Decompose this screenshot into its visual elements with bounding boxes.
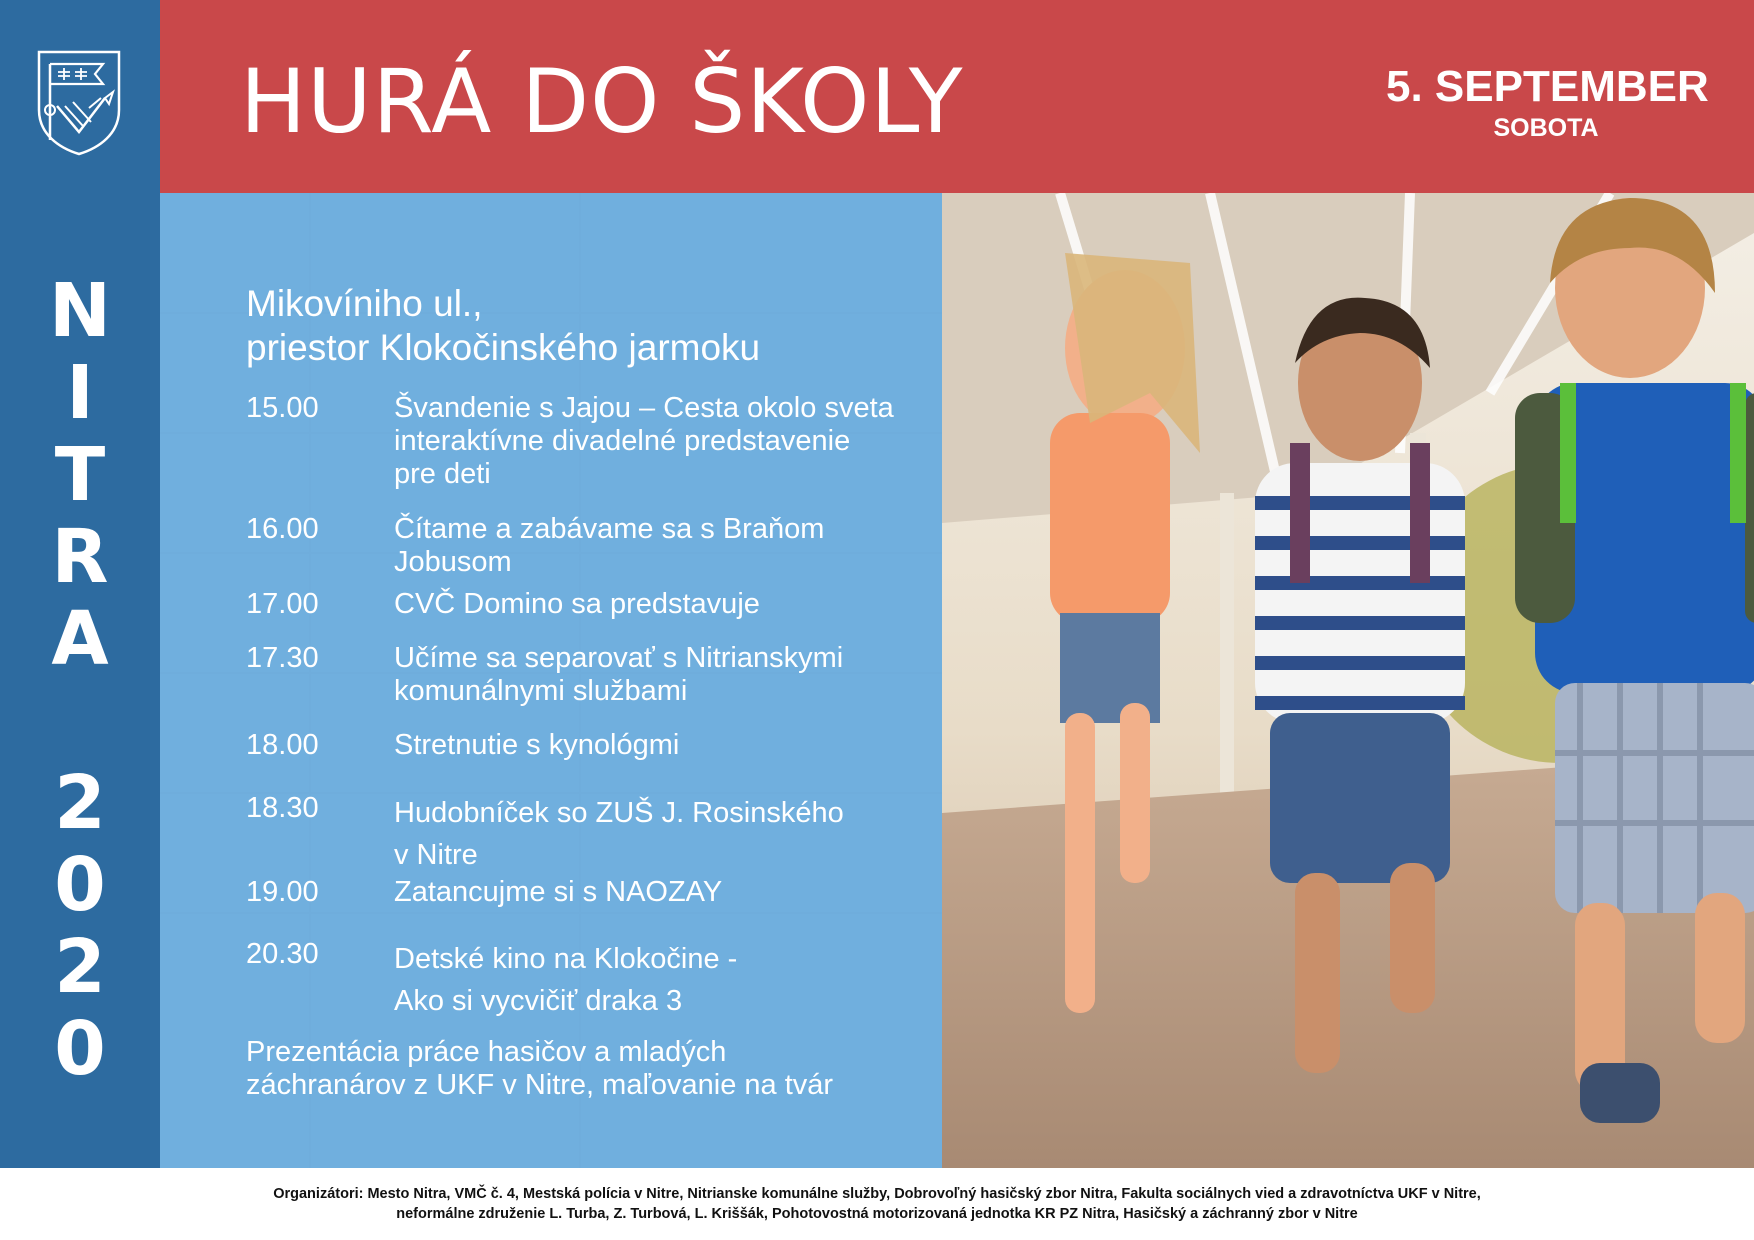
item-line: Čítame a zabávame sa s Braňom	[394, 513, 825, 545]
item-time: 15.00	[246, 392, 319, 424]
item-time: 18.30	[246, 792, 319, 824]
item-time: 16.00	[246, 513, 319, 545]
city-crest-icon	[33, 48, 125, 158]
item-line: Učíme sa separovať s Nitrianskymi	[394, 642, 844, 674]
vertical-letter: I	[66, 350, 94, 436]
organizers-line: neformálne združenie L. Turba, Z. Turbová, L. Kriššák, Pohotovostná motorizovaná jednotka KR PZ Nitra, Hasičský a záchranný zbor v Nitre	[396, 1206, 1358, 1222]
venue	[246, 282, 760, 370]
item-description	[394, 588, 934, 621]
item-line: Detské kino na Klokočine -	[394, 943, 738, 975]
vertical-letter: R	[51, 514, 109, 600]
event-date: 5. SEPTEMBER	[1386, 62, 1709, 111]
sidebar	[0, 0, 160, 1168]
header-banner	[160, 0, 1754, 193]
venue-line: priestor Klokočinského jarmoku	[246, 327, 761, 368]
item-line: Stretnutie s kynológmi	[394, 729, 680, 761]
item-line: Ako si vycvičiť draka 3	[394, 985, 683, 1017]
vertical-title	[0, 270, 160, 1090]
item-line: Švandenie s Jajou – Cesta okolo sveta	[394, 392, 894, 424]
item-line: komunálnymi službami	[394, 675, 688, 707]
vertical-digit: 2	[54, 760, 106, 846]
item-line: Zatancujme si s NAOZAY	[394, 876, 723, 908]
event-day: SOBOTA	[1493, 114, 1599, 142]
item-time: 17.00	[246, 588, 319, 620]
vertical-letter: T	[54, 432, 106, 518]
closing-line: záchranárov z UKF v Nitre, maľovanie na tvár	[246, 1069, 834, 1101]
vertical-digit: 2	[54, 924, 106, 1010]
item-description	[394, 729, 934, 762]
item-description	[394, 642, 934, 708]
item-time: 19.00	[246, 876, 319, 908]
item-description	[394, 938, 934, 1022]
item-line: Jobusom	[394, 546, 512, 578]
item-time: 18.00	[246, 729, 319, 761]
event-title: HURÁ DO ŠKOLY	[240, 50, 964, 153]
closing-line: Prezentácia práce hasičov a mladých	[246, 1036, 727, 1068]
item-time: 20.30	[246, 938, 319, 970]
item-description	[394, 792, 934, 876]
item-line: pre deti	[394, 458, 491, 490]
item-description	[394, 876, 934, 909]
item-description	[394, 392, 934, 491]
vertical-letter: A	[51, 596, 109, 682]
venue-line: Mikovíniho ul.,	[246, 283, 483, 324]
item-time: 17.30	[246, 642, 319, 674]
program-panel	[160, 193, 942, 1168]
closing-note	[246, 1036, 926, 1102]
item-line: interaktívne divadelné predstavenie	[394, 425, 851, 457]
vertical-letter: N	[49, 268, 111, 354]
item-line: v Nitre	[394, 839, 478, 871]
vertical-digit: 0	[54, 842, 106, 928]
vertical-digit: 0	[54, 1006, 106, 1092]
item-line: CVČ Domino sa predstavuje	[394, 588, 760, 620]
date-block	[1386, 62, 1709, 144]
item-line: Hudobníček so ZUŠ J. Rosinského	[394, 797, 844, 829]
item-description	[394, 513, 934, 579]
organizers-footer	[0, 1168, 1754, 1240]
organizers-line: Organizátori: Mesto Nitra, VMČ č. 4, Mestská polícia v Nitre, Nitrianske komunálne služby, Dobrovoľný hasičský zbor Nitra, Fakulta sociálnych vied a zdravotníctva UKF v Nitre,	[273, 1186, 1481, 1202]
